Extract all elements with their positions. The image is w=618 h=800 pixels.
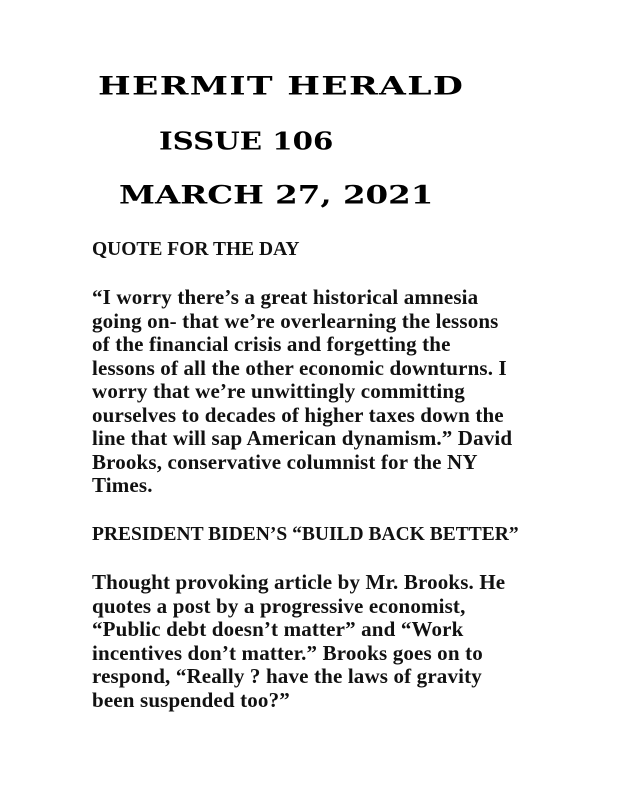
paragraph-line: going on- that we’re overlearning the lessons xyxy=(92,308,499,333)
paragraph-line: Thought provoking article by Mr. Brooks. He xyxy=(92,570,506,594)
paragraph-line: Brooks, conservative columnist for the NY xyxy=(92,449,478,474)
paragraph-line: quotes a post by a progressive economist, xyxy=(92,593,466,618)
quote-paragraph xyxy=(92,286,602,498)
paragraph-line: of the financial crisis and forgetting the xyxy=(92,332,451,356)
issue-date: MARCH 27, 2021 xyxy=(119,181,434,211)
paragraph-line: lessons of all the other economic downturns. I xyxy=(92,355,507,380)
paragraph-line: “Public debt doesn’t matter” and “Work xyxy=(92,617,464,641)
article-paragraph xyxy=(92,571,602,712)
paragraph-line: ourselves to decades of higher taxes down the xyxy=(92,402,504,427)
paragraph-line: been suspended too?” xyxy=(92,687,290,712)
paragraph-line: line that will sap American dynamism.” David xyxy=(92,426,513,450)
issue-number: ISSUE 106 xyxy=(159,127,334,156)
paragraph-line: respond, “Really ? have the laws of gravity xyxy=(92,664,482,688)
paragraph-line: Times. xyxy=(92,473,153,497)
paragraph-line: “I worry there’s a great historical amnesia xyxy=(92,285,479,309)
paragraph-line: worry that we’re unwittingly committing xyxy=(92,379,465,403)
paragraph-line: incentives don’t matter.” Brooks goes on to xyxy=(92,640,483,665)
section-heading-quote: QUOTE FOR THE DAY xyxy=(92,239,300,260)
section-heading-build-back-better: PRESIDENT BIDEN’S “BUILD BACK BETTER” xyxy=(92,524,519,545)
newsletter-title: HERMIT HERALD xyxy=(98,72,465,102)
